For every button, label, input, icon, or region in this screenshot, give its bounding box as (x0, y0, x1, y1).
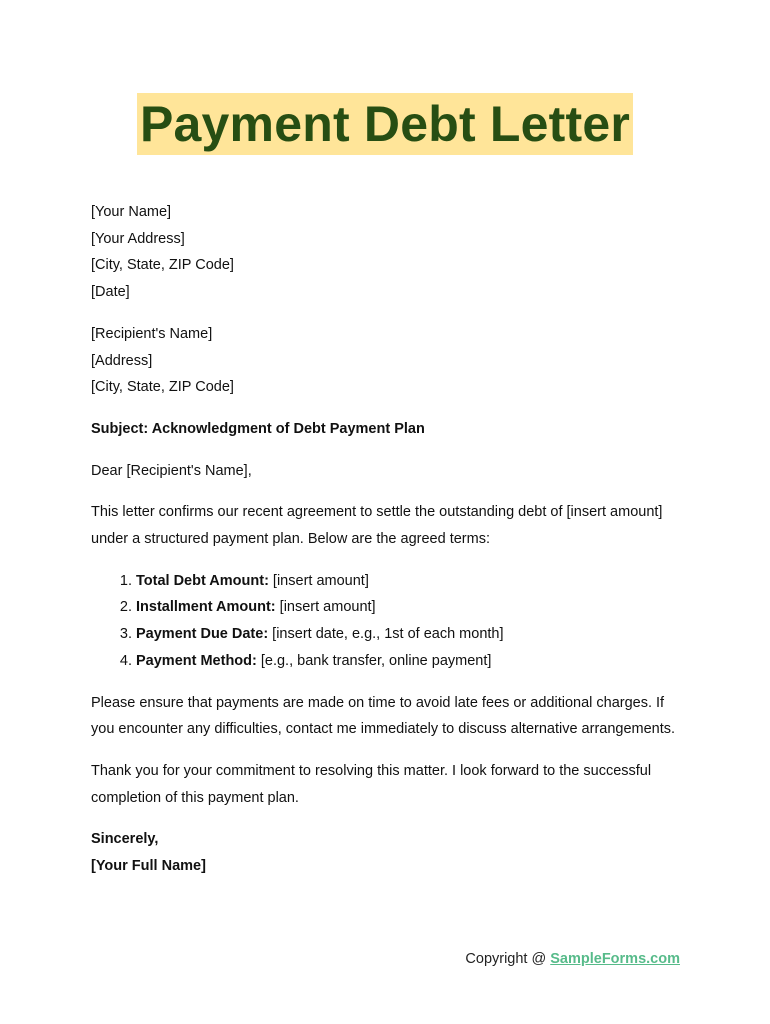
page-title: Payment Debt Letter (137, 93, 633, 155)
term-value: [insert amount] (268, 572, 369, 589)
terms-list (91, 568, 691, 675)
term-value: [insert date, e.g., 1st of each month] (268, 626, 504, 643)
copyright-footer (0, 949, 680, 969)
term-label: Installment Amount: (136, 599, 276, 616)
recipient-city-state-zip: [City, State, ZIP Code] (91, 379, 234, 396)
subject-line: Subject: Acknowledgment of Debt Payment Plan (91, 420, 425, 437)
title-container (0, 93, 770, 155)
recipient-block (91, 321, 691, 401)
intro-paragraph: This letter confirms our recent agreement to settle the outstanding debt of [insert amount] under a structured payment plan. Below are the agreed terms: (91, 504, 663, 548)
signature-block (91, 826, 691, 879)
letter-date: [Date] (91, 284, 130, 301)
sender-name: [Your Name] (91, 204, 172, 220)
terms-list-item (136, 594, 691, 621)
term-label: Payment Due Date: (136, 626, 269, 643)
term-label: Total Debt Amount: (136, 572, 269, 589)
term-value: [e.g., bank transfer, online payment] (256, 652, 492, 669)
sender-block (91, 199, 691, 306)
letter-body (91, 199, 691, 895)
sender-address: [Your Address] (91, 230, 185, 247)
reminder-paragraph: Please ensure that payments are made on time to avoid late fees or additional charges. If you encounter any difficulties, contact me immediately to discuss alternative arrangements. (91, 694, 676, 738)
copyright-text: Copyright @ (465, 951, 551, 967)
term-value: [insert amount] (275, 599, 376, 616)
terms-list-item (136, 648, 691, 675)
recipient-name: [Recipient's Name] (91, 325, 213, 342)
recipient-address: [Address] (91, 352, 153, 369)
terms-list-item (136, 621, 691, 648)
salutation: Dear [Recipient's Name], (91, 462, 252, 479)
signature-name: [Your Full Name] (91, 858, 206, 875)
sender-city-state-zip: [City, State, ZIP Code] (91, 257, 234, 274)
brand-link[interactable]: SampleForms.com (550, 951, 680, 967)
closing-paragraph: Thank you for your commitment to resolving this matter. I look forward to the successful completion of this payment plan. (91, 762, 652, 806)
signoff: Sincerely, (91, 831, 159, 848)
term-label: Payment Method: (136, 652, 257, 669)
terms-list-item (136, 568, 691, 595)
